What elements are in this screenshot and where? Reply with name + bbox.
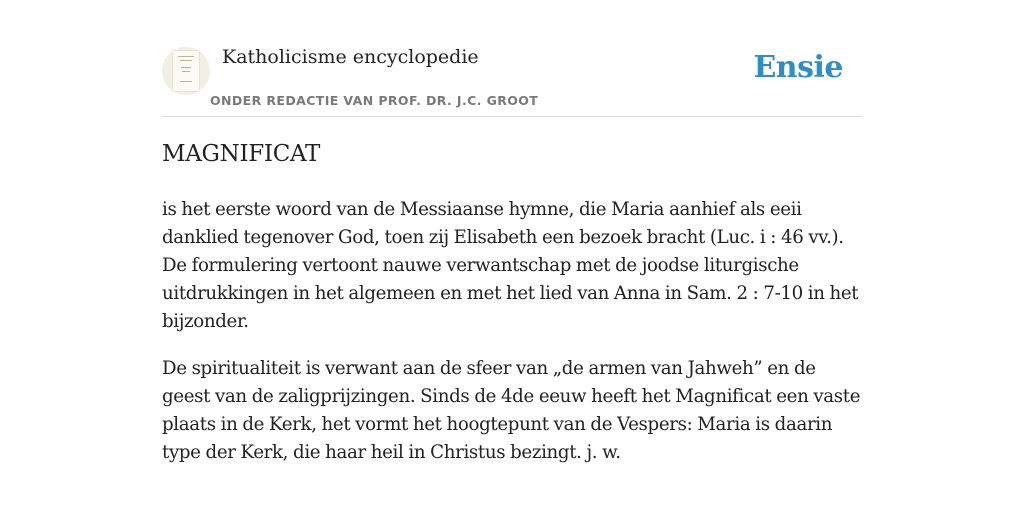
article <box>162 138 862 486</box>
editor-subtitle: ONDER REDACTIE VAN PROF. DR. J.C. GROOT <box>210 93 539 108</box>
article-title: MAGNIFICAT <box>162 141 321 167</box>
encyclopedia-title-link[interactable]: Katholicisme encyclopedie <box>222 46 479 68</box>
encyclopedia-header <box>162 44 862 117</box>
book-cover-image <box>172 50 200 92</box>
ensie-logo-link[interactable]: Ensie <box>753 50 843 85</box>
article-paragraph: is het eerste woord van de Messiaanse hymne, die Maria aanhief als eeii danklied tegenover God, toen zij Elisabeth een bezoek bracht (Luc. i : 46 vv.). De formulering vertoont nauwe verwantschap met de joodse liturgische uitdrukkingen in het algemeen en met het lied van Anna in Sam. 2 : 7-10 in het bijzonder. <box>162 199 859 332</box>
article-paragraph: De spiritualiteit is verwant aan de sfeer van „de armen van Jahweh” en de geest van de zaligprijzingen. Sinds de 4de eeuw heeft het Magnificat een vaste plaats in de Kerk, het vormt het hoogtepunt van de Vespers: Maria is daarin type der Kerk, die haar heil in Christus bezingt. j. w. <box>162 358 861 463</box>
book-cover-thumbnail[interactable] <box>162 47 210 95</box>
